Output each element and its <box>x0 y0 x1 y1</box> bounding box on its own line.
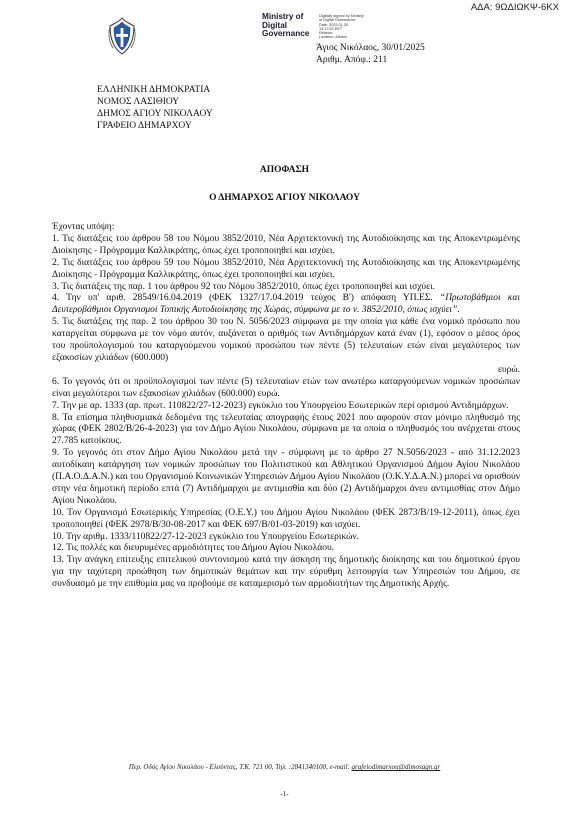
place-date: Άγιος Νικόλαος, 30/01/2025 <box>316 43 425 53</box>
footer-contact: Περ. Οδός Αγίου Νικολάου - Ελούντας, Τ.Κ. 721 00, Τηλ. :2841340100, e-mail: grafeiodimarxou@dimosagn.gr <box>128 763 441 771</box>
document-title: ΑΠΟΦΑΣΗ <box>259 165 310 175</box>
item-10: 10. Τον Οργανισμό Εσωτερικής Υπηρεσίας (Ο.Ε.Υ.) του Δήμου Αγίου Νικολάου (ΦΕΚ 2873/Β/19-12-2011), όπως έχει τροποποιηθεί (ΦΕΚ 2978/Β/30-08-2017 και ΦΕΚ 697/Β/01-03-2019) και ισχύει. <box>52 507 520 530</box>
item-5-end: ευρώ. <box>497 364 520 375</box>
document-subtitle: Ο ΔΗΜΑΡΧΟΣ ΑΓΙΟΥ ΝΙΚΟΛΑΟΥ <box>209 193 360 203</box>
item-3: 3. Τις διατάξεις της παρ. 1 του άρθρου 92 του Νόμου 3852/2010, όπως έχει τροποποιηθεί και ισχύει. <box>52 281 436 292</box>
page-number: -1- <box>280 790 289 798</box>
item-10-b: 10. Την αριθμ. 1333/110822/27-12-2023 εγκύκλιο του Υπουργείου Εσωτερικών. <box>52 531 360 542</box>
item-4: 4. Την υπ' αριθ. 28549/16.04.2019 (ΦΕΚ 1327/17.04.2019 τεύχος Β') απόφαση ΥΠ.ΕΣ. “Πρωτοβάθμιοι και Δευτεροβάθμιοι Οργανισμοί Τοπικής Αυτοδιοίκησης της Χώρας, σύμφωνα με το ν. 3852/2010, όπως ισχύει”. <box>52 293 520 316</box>
considerations-body <box>52 222 520 591</box>
footer-email-link[interactable]: grafeiodimarxou@dimosagn.gr <box>351 763 441 771</box>
item-8: 8. Τα επίσημα πληθυσμιακά δεδομένα της τελευταίας απογραφής έτους 2021 που αφορούν στον μόνιμο πληθυσμό της χώρας (ΦΕΚ 2802/Β/26-4-2023) για τον Δήμο Αγίου Νικολάου, σύμφωνα με τα οποία ο πληθυσμός του ανέρχεται στους 27.785 κατοίκους. <box>52 412 520 447</box>
item-7: 7. Την με αρ. 1333 (αρ. πρωτ. 110822/27-12-2023) εγκύκλιο του Υπουργείου Εσωτερικών περί ορισμού Αντιδημάρχων. <box>52 400 509 411</box>
issuing-authority: ΕΛΛΗΝΙΚΗ ΔΗΜΟΚΡΑΤΙΑ ΝΟΜΟΣ ΛΑΣΙΘΙΟΥ ΔΗΜΟΣ ΑΓΙΟΥ ΝΙΚΟΛΑΟΥ ΓΡΑΦΕΙΟ ΔΗΜΑΡΧΟΥ <box>97 85 213 131</box>
item-1: 1. Τις διατάξεις του άρθρου 58 του Νόμου 3852/2010, Νέα Αρχιτεκτονική της Αυτοδιοίκησης και της Αποκεντρωμένης Διοίκησης - Πρόγραμμα Καλλικράτης, όπως έχει τροποποιηθεί και ισχύει. <box>52 233 520 256</box>
ministry-logo: Ministry of Digital Governance <box>262 12 310 39</box>
intro-line: Έχοντας υπόψη: <box>52 222 115 232</box>
greek-emblem-icon <box>107 16 137 56</box>
item-4-quote: “Πρωτοβάθμιοι και Δευτεροβάθμιοι Οργανισμοί Τοπικής Αυτοδιοίκησης της Χώρας, σύμφωνα με το ν. 3852/2010, όπως ισχύει” <box>52 293 520 316</box>
digital-signature-stamp <box>262 13 382 43</box>
item-6: 6. Το γεγονός ότι οι προϋπολογισμοί των πέντε (5) τελευταίων ετών των ανωτέρω καταργούμενων νομικών προσώπων είναι μεγαλύτεροι των εξακοσίων χιλιάδων (600.000) ευρώ. <box>52 376 520 399</box>
item-12: 12. Τις πολλές και διευρυμένες αρμοδιότητες του Δήμου Αγίου Νικολάου. <box>52 543 335 554</box>
decision-number: Αριθμ. Απόφ.: 211 <box>316 55 388 65</box>
item-5: 5. Τις διατάξεις της παρ. 2 του άρθρου 30 του Ν. 5056/2023 σύμφωνα με την οποία για κάθε ένα νομικό πρόσωπο που καταργείται σύμφωνα με τον νόμο αυτόν, αυξάνεται ο αριθμός των Αντιδημάρχων κατά έναν (1), εφόσον ο μέσος όρος του προϋπολογισμού του καταργούμενου νομικού προσώπου των πέντε (5) τελευταίων ετών είναι μεγαλύτερος των εξακοσίων χιλιάδων (600.000) <box>52 317 520 363</box>
item-2: 2. Τις διατάξεις του άρθρου 59 του Νόμου 3852/2010, Νέα Αρχιτεκτονική της Αυτοδιοίκησης και της Αποκεντρωμένης Διοίκησης - Πρόγραμμα Καλλικράτης, όπως έχει τροποποιηθεί και ισχύει. <box>52 257 520 280</box>
item-9: 9. Το γεγονός ότι στον Δήμο Αγίου Νικολάου μετά την - σύμφωνη με το άρθρο 27 Ν.5056/2023 - από 31.12.2023 αυτοδίκαιη κατάργηση των νομικών προσώπων του Πολιτιστικού και Αθλητικού Οργανισμού Δήμου Αγίου Νικολάου (Π.Α.Ο.Δ.Α.Ν.) και του Οργανισμού Κοινωνικών Υπηρεσιών Δήμου Αγίου Νικολάου (Ο.Κ.Υ.Δ.Α.Ν.) μπορεί να ορισθούν στην νέα δημοτική περίοδο επτά (7) Αντιδήμαρχοι με αντιμισθία και δύο (2) Αντιδήμαρχοι άνευ αντιμισθίας στον Δήμο Αγίου Νικολάου. <box>52 448 520 506</box>
item-13: 13. Την ανάγκη επίτευξης επιτελικού συντονισμού κατά την άσκηση της δημοτικής διοίκησης και του δημοτικού έργου για την ταχύτερη προώθηση των δημοτικών θεμάτων και την εύρυθμη λειτουργία των Υπηρεσιών του Δήμου, σε συνδυασμό με την επιθυμία μας να προβούμε σε καταμερισμό των αρμοδιοτήτων της Δημοτικής Αρχής. <box>52 555 520 590</box>
signature-details: Digitally signed by Ministry of Digital Governance Date: 2025.01.30 13:17:52 EET Reason: Location: Athens <box>319 14 364 40</box>
ada-code: ΑΔΑ: 9ΩΔΙΩΚΨ-6ΚΧ <box>470 2 559 13</box>
